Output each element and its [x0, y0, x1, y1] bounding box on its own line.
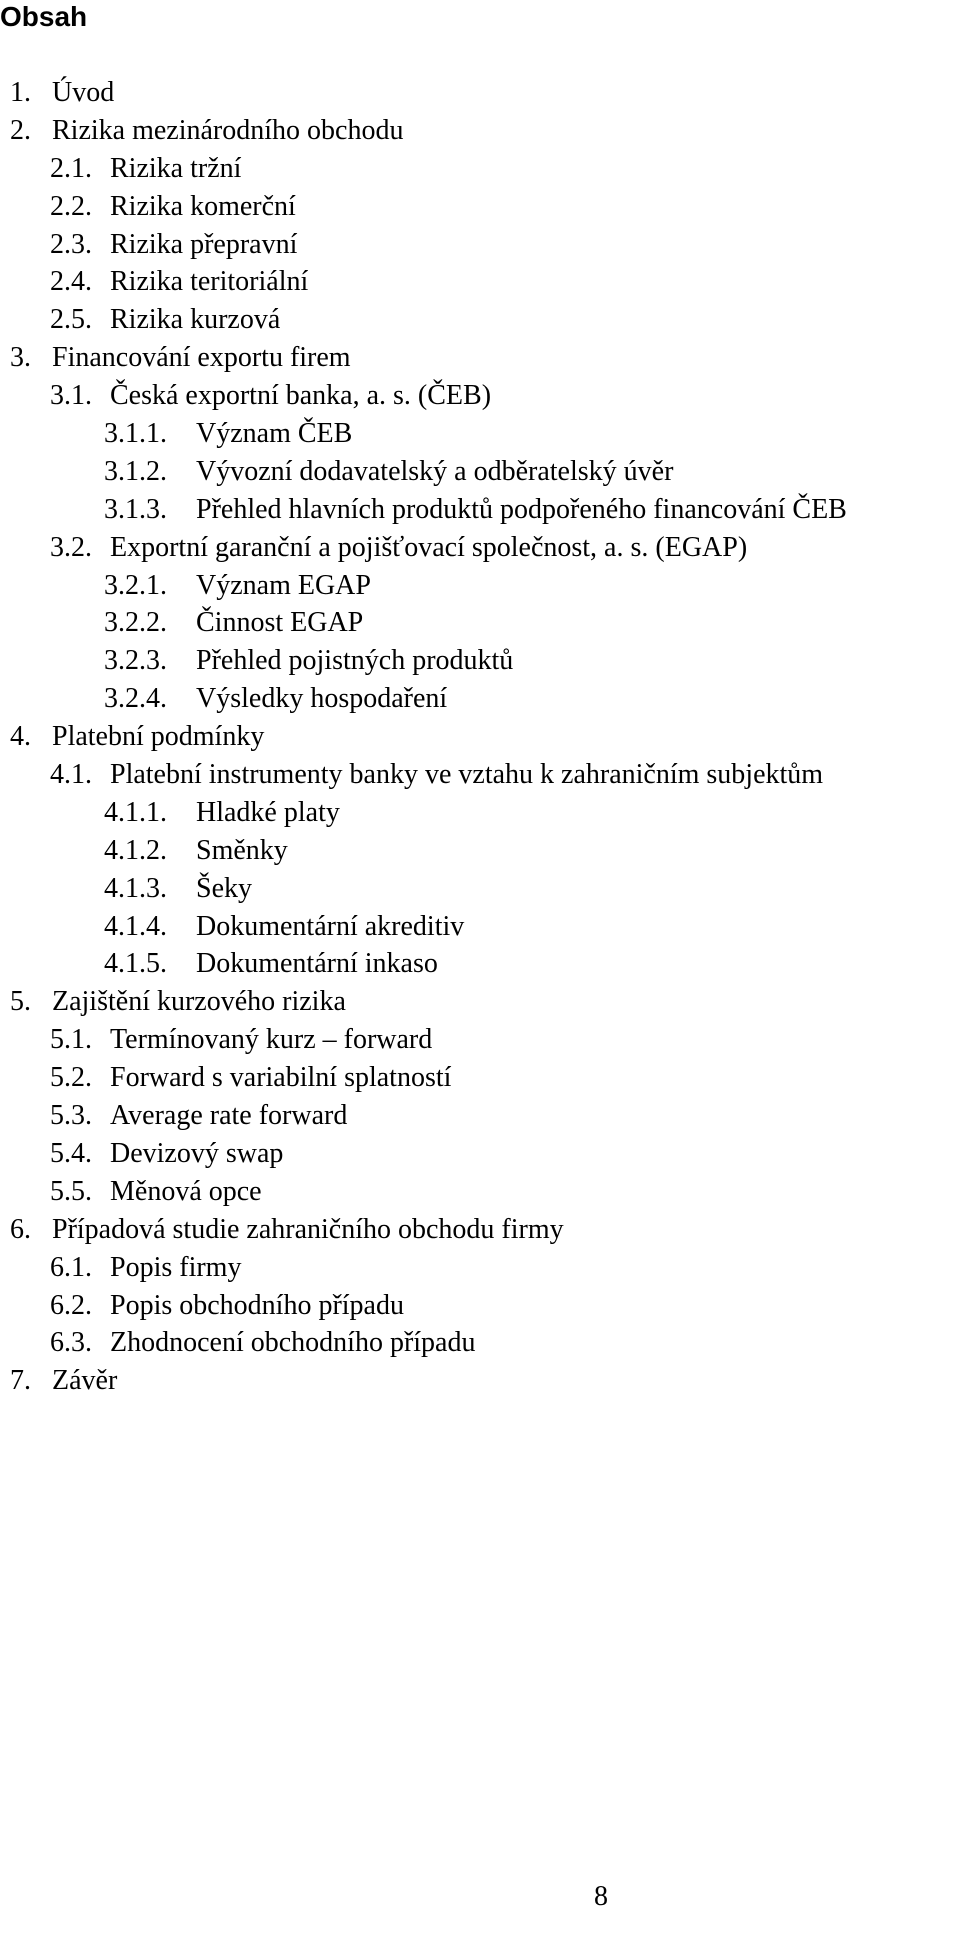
toc-entry-title: Platební instrumenty banky ve vztahu k zahraničním subjektům [110, 759, 824, 791]
toc-entry [0, 1326, 960, 1364]
toc-entry-title: Rizika mezinárodního obchodu [52, 114, 404, 146]
toc-entry-title: Zhodnocení obchodního případu [110, 1327, 476, 1359]
toc-entry-number: 6.1. [50, 1251, 92, 1283]
toc-entry [0, 720, 960, 758]
toc-entry [0, 265, 960, 303]
table-of-contents [0, 76, 960, 1402]
toc-entry-title: Platební podmínky [52, 721, 265, 753]
toc-entry [0, 114, 960, 152]
toc-entry [0, 417, 960, 455]
toc-entry-number: 3.1.3. [104, 493, 167, 525]
toc-entry-title: Význam EGAP [196, 569, 371, 601]
toc-entry [0, 644, 960, 682]
toc-entry-number: 3.2.4. [104, 683, 167, 715]
toc-entry-number: 4.1.3. [104, 872, 167, 904]
toc-entry [0, 1099, 960, 1137]
toc-entry [0, 1175, 960, 1213]
toc-entry-title: Výsledky hospodaření [196, 683, 448, 715]
toc-entry-title: Forward s variabilní splatností [110, 1062, 452, 1094]
toc-entry-number: 5.1. [50, 1024, 92, 1056]
toc-entry-title: Popis firmy [110, 1251, 242, 1283]
toc-entry-title: Vývozní dodavatelský a odběratelský úvěr [196, 455, 674, 487]
toc-entry-number: 4.1. [50, 759, 92, 791]
toc-entry-title: Average rate forward [110, 1100, 348, 1132]
toc-entry-title: Dokumentární akreditiv [196, 910, 465, 942]
toc-entry [0, 682, 960, 720]
toc-entry [0, 152, 960, 190]
toc-entry [0, 76, 960, 114]
toc-entry-number: 5. [10, 986, 31, 1018]
toc-entry-title: Úvod [52, 77, 115, 108]
toc-entry-number: 6.3. [50, 1327, 92, 1359]
toc-entry-title: Přehled pojistných produktů [196, 645, 514, 677]
toc-entry-number: 3.2.2. [104, 607, 167, 639]
toc-entry [0, 758, 960, 796]
toc-entry [0, 455, 960, 493]
toc-entry-title: Závěr [52, 1365, 118, 1397]
toc-entry [0, 1289, 960, 1327]
toc-entry-title: Význam ČEB [196, 418, 353, 450]
toc-entry [0, 1213, 960, 1251]
page-title: Obsah [0, 1, 88, 32]
toc-entry [0, 985, 960, 1023]
toc-entry-title: Hladké platy [196, 796, 340, 828]
toc-entry [0, 341, 960, 379]
toc-entry-number: 3. [10, 342, 31, 374]
toc-entry-number: 2.1. [50, 152, 92, 184]
toc-entry [0, 228, 960, 266]
toc-entry-title: Přehled hlavních produktů podpořeného financování ČEB [196, 493, 847, 525]
toc-entry-title: Dokumentární inkaso [196, 948, 438, 980]
toc-entry [0, 190, 960, 228]
toc-entry [0, 303, 960, 341]
toc-entry-title: Česká exportní banka, a. s. (ČEB) [110, 380, 492, 412]
toc-entry [0, 1061, 960, 1099]
toc-entry-number: 2.5. [50, 304, 92, 336]
toc-entry [0, 872, 960, 910]
toc-entry-number: 5.5. [50, 1175, 92, 1207]
toc-entry-number: 3.1. [50, 380, 92, 412]
toc-entry-number: 2.3. [50, 228, 92, 260]
toc-entry [0, 1364, 960, 1402]
toc-entry [0, 569, 960, 607]
toc-entry-number: 4.1.2. [104, 834, 167, 866]
toc-entry-title: Rizika teritoriální [110, 266, 309, 298]
toc-entry [0, 606, 960, 644]
toc-entry-number: 6.2. [50, 1289, 92, 1321]
toc-entry [0, 531, 960, 569]
toc-entry-title: Měnová opce [110, 1175, 262, 1207]
toc-entry-number: 3.1.1. [104, 418, 167, 450]
toc-entry-number: 1. [10, 77, 31, 108]
toc-entry-number: 5.3. [50, 1100, 92, 1132]
toc-entry-number: 3.1.2. [104, 455, 167, 487]
toc-entry-number: 5.2. [50, 1062, 92, 1094]
toc-entry-number: 2.4. [50, 266, 92, 298]
toc-entry-number: 5.4. [50, 1137, 92, 1169]
toc-entry-title: Případová studie zahraničního obchodu firmy [52, 1213, 564, 1245]
toc-entry [0, 834, 960, 872]
toc-entry-number: 7. [10, 1365, 31, 1397]
toc-entry-title: Činnost EGAP [196, 607, 364, 639]
toc-entry-title: Šeky [196, 872, 252, 904]
toc-entry [0, 910, 960, 948]
toc-entry-number: 4.1.5. [104, 948, 167, 980]
toc-entry-number: 3.2. [50, 531, 92, 563]
toc-entry-number: 4.1.1. [104, 796, 167, 828]
toc-entry-title: Rizika tržní [110, 152, 242, 184]
toc-entry-title: Devizový swap [110, 1137, 284, 1169]
toc-entry-number: 6. [10, 1213, 31, 1245]
toc-entry-title: Rizika přepravní [110, 228, 298, 260]
toc-entry-title: Směnky [196, 834, 288, 866]
toc-entry-number: 3.2.3. [104, 645, 167, 677]
toc-entry-title: Rizika kurzová [110, 304, 281, 336]
toc-entry-number: 2.2. [50, 190, 92, 222]
toc-entry-number: 4.1.4. [104, 910, 167, 942]
toc-entry [0, 1023, 960, 1061]
toc-entry-number: 2. [10, 114, 31, 146]
toc-entry [0, 1137, 960, 1175]
toc-entry-title: Popis obchodního případu [110, 1289, 404, 1321]
toc-entry [0, 796, 960, 834]
toc-entry [0, 379, 960, 417]
toc-entry-title: Zajištění kurzového rizika [52, 986, 346, 1018]
toc-entry [0, 493, 960, 531]
toc-entry-title: Exportní garanční a pojišťovací společnost, a. s. (EGAP) [110, 531, 748, 563]
toc-entry-title: Financování exportu firem [52, 342, 351, 374]
page-number: 8 [594, 1881, 608, 1912]
toc-entry-number: 4. [10, 721, 31, 753]
toc-entry-title: Termínovaný kurz – forward [110, 1024, 433, 1056]
toc-entry [0, 1251, 960, 1289]
toc-entry [0, 947, 960, 985]
toc-entry-title: Rizika komerční [110, 190, 296, 222]
toc-entry-number: 3.2.1. [104, 569, 167, 601]
